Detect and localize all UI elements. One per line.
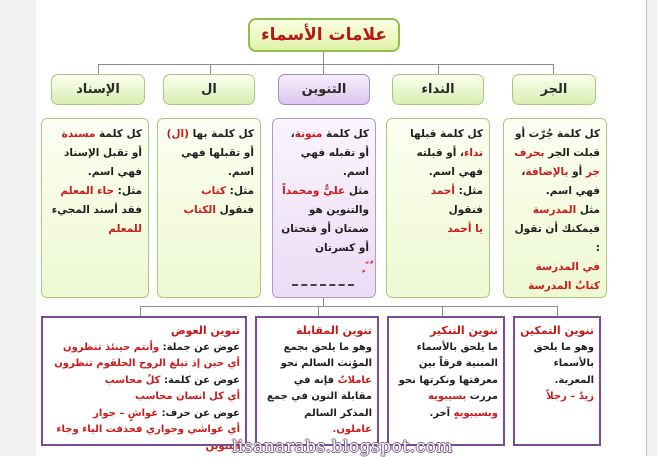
tanween.3.lines-line bbox=[48, 389, 240, 406]
signs.2.lines-line bbox=[279, 258, 369, 277]
highlight-text: منونة bbox=[294, 128, 323, 140]
highlight-text: أي حين إذ تبلغ الروح الحلقوم تنظرون bbox=[54, 358, 240, 369]
signs.4.lines-line bbox=[48, 125, 142, 182]
signs.3.lines-line bbox=[164, 125, 254, 182]
body-text: كل كلمة bbox=[322, 128, 369, 140]
tanween-type-title: تنوين التنكير bbox=[430, 324, 498, 337]
tanween.3.lines-line bbox=[48, 340, 240, 357]
body-text: وهو ما يلحق بالأسماء المعربة. bbox=[533, 341, 594, 386]
tanween.3.lines-line bbox=[48, 406, 240, 423]
body-text: عوض عن حرف: bbox=[158, 407, 240, 419]
highlight-text: للمعلم bbox=[108, 223, 142, 235]
connector-bottom-horizontal bbox=[140, 306, 558, 307]
body-text: مثل bbox=[576, 204, 600, 216]
body-text: عوض عن كلمة: bbox=[160, 374, 240, 386]
highlight-text: يا أحمد bbox=[447, 223, 483, 235]
body-text: كل كلمة بها bbox=[188, 128, 254, 140]
highlight-text: بسيبويه وبسيبويهٍ bbox=[428, 391, 498, 419]
body-text: فقد أسند المجيء bbox=[51, 204, 142, 216]
tanween-box-muqabala bbox=[255, 316, 379, 446]
signs.0.lines-line bbox=[510, 201, 600, 220]
signs.4.lines-line bbox=[48, 182, 142, 201]
connector-title-down bbox=[323, 52, 324, 64]
tanween-type-title: تنوين المقابلة bbox=[296, 324, 372, 337]
tanween-dashes bbox=[292, 284, 354, 286]
body-text: فنقول bbox=[215, 204, 254, 216]
highlight-text: نداء bbox=[464, 147, 483, 159]
signs.4.lines-line bbox=[48, 201, 142, 239]
body-text: عوض عن جملة: bbox=[159, 341, 240, 353]
signs.1.lines-line bbox=[393, 182, 483, 201]
body-text: فهي اسم. bbox=[545, 185, 600, 197]
right-frame bbox=[647, 0, 657, 456]
connector-drop-4 bbox=[210, 64, 211, 74]
tanween-type-title: تنوين التمكين bbox=[520, 324, 594, 337]
highlight-text: كلٌ محاسب bbox=[104, 374, 161, 386]
signs.0.lines-line bbox=[510, 182, 600, 201]
signs.2.lines-line bbox=[279, 201, 369, 258]
tanween.1.lines-line bbox=[394, 340, 498, 423]
signs.3.lines-line bbox=[164, 201, 254, 220]
highlight-text: كتاب bbox=[201, 185, 226, 197]
connector-tanween-down bbox=[323, 298, 324, 306]
highlight-text: أحمد bbox=[430, 185, 455, 197]
signs.2.lines-line bbox=[279, 182, 369, 201]
body-text: كل كلمة جُرّت أو قبلت الجر bbox=[514, 128, 600, 159]
body-text: ، bbox=[521, 166, 526, 178]
tanween-type-title: تنوين العوض bbox=[170, 324, 240, 337]
highlight-text: وأنتم حينئذ تنظرون bbox=[63, 341, 160, 353]
highlight-text: الكتاب bbox=[183, 204, 216, 216]
signs.1.lines-line bbox=[393, 125, 483, 182]
highlight-text: عاملون. bbox=[332, 424, 372, 435]
body-text: فإنه في مقابلة النون في جمع المذكر السالم bbox=[267, 374, 372, 419]
body-text: كل كلمة bbox=[95, 128, 142, 140]
body-text: ، أو قبلته فهي اسم. bbox=[416, 147, 483, 178]
sign-header-jar: الجر bbox=[512, 74, 596, 105]
highlight-text: بالإضافة bbox=[525, 166, 569, 178]
body-text: مثل: bbox=[454, 185, 483, 197]
connector-drop-2 bbox=[438, 64, 439, 74]
tanween.0.lines-line bbox=[520, 340, 594, 390]
highlight-text: (ال) bbox=[166, 128, 189, 140]
highlight-text: كتابُ المدرسة bbox=[528, 280, 600, 292]
sign-header-tanween: التنوين bbox=[278, 74, 370, 105]
connector-drop-5 bbox=[98, 64, 99, 74]
connector-drop-3 bbox=[323, 64, 324, 74]
highlight-text: أي كل انسان محاسب bbox=[135, 391, 240, 402]
body-text: ، أو تقبله فهي اسم. bbox=[290, 128, 369, 178]
signs.3.lines-line bbox=[164, 182, 254, 201]
tanween.0.lines-line bbox=[520, 389, 594, 406]
body-text: أو bbox=[568, 166, 586, 178]
tanween-box-tamkeen bbox=[513, 316, 601, 446]
highlight-text: عاملاتٌ bbox=[337, 374, 372, 386]
body-text: مثل: bbox=[225, 185, 254, 197]
sign-body-al bbox=[157, 118, 261, 298]
connector-drop-1 bbox=[553, 64, 554, 74]
sign-body-tanween bbox=[272, 118, 376, 298]
highlight-text: بحرف جر bbox=[514, 147, 600, 178]
watermark-url: lisanarabs.blogspot.com bbox=[232, 437, 453, 457]
highlight-text: عليٌّ ومحمداً bbox=[282, 185, 346, 197]
highlight-text: ٌ ً ٍ bbox=[361, 261, 369, 273]
body-text: أو تقبل الإسناد فهي اسم. bbox=[64, 147, 142, 178]
connector-top-horizontal bbox=[98, 64, 554, 65]
tanween-box-tankeer bbox=[387, 316, 505, 446]
highlight-text: المدرسة bbox=[532, 204, 577, 216]
body-text: مثل: bbox=[113, 185, 142, 197]
signs.0.lines-line bbox=[510, 125, 600, 182]
connector-bdrop-3 bbox=[318, 306, 319, 316]
body-text: وهو ما يلحق بجمع المؤنث السالم نحو bbox=[280, 341, 372, 369]
body-text: آخر. bbox=[429, 407, 454, 419]
body-text: والتنوين هو ضمتان أو فتحتان أو كسرتان bbox=[281, 204, 369, 254]
body-text: ما يلحق بالأسماء المبنية فرقاً بين معرفتها ونكرتها نحو مررت bbox=[398, 341, 498, 402]
body-text: فنقول bbox=[448, 204, 483, 216]
signs.1.lines-line bbox=[393, 220, 483, 239]
diagram-title: علامات الأسماء bbox=[248, 18, 400, 52]
body-text: مثل bbox=[345, 185, 369, 197]
connector-bdrop-2 bbox=[442, 306, 443, 316]
signs.0.lines-line bbox=[510, 277, 600, 296]
tanween.3.lines-line bbox=[48, 356, 240, 373]
body-text: فيمكنك أن تقول : bbox=[514, 223, 600, 254]
sign-body-jar bbox=[503, 118, 607, 298]
sign-header-nidaa: النداء bbox=[392, 74, 484, 105]
highlight-text: في المدرسة bbox=[535, 261, 600, 273]
signs.2.lines-line bbox=[279, 125, 369, 182]
highlight-text: جاء المعلم bbox=[60, 185, 114, 197]
signs.0.lines-line bbox=[510, 258, 600, 277]
tanween.3.lines-line bbox=[48, 422, 240, 455]
highlight-text: زيدٌ – رجلاً bbox=[546, 391, 594, 402]
body-text: أو تقبلها فهي اسم. bbox=[181, 147, 254, 178]
connector-bdrop-1 bbox=[557, 306, 558, 316]
tanween-box-iwad bbox=[41, 316, 247, 452]
highlight-text: غواشٍ – جوار bbox=[93, 407, 159, 419]
sign-body-isnad bbox=[41, 118, 149, 298]
sign-body-nidaa bbox=[386, 118, 490, 298]
sign-header-al: ال bbox=[163, 74, 255, 105]
sign-header-isnad: الإسناد bbox=[51, 74, 145, 105]
signs.0.lines-line bbox=[510, 220, 600, 258]
connector-bdrop-4 bbox=[140, 306, 141, 316]
highlight-text: مسندة bbox=[61, 128, 96, 140]
signs.1.lines-line bbox=[393, 201, 483, 220]
tanween.2.lines-line bbox=[262, 340, 372, 439]
body-text: كل كلمة قبلها bbox=[410, 128, 483, 140]
tanween.3.lines-line bbox=[48, 373, 240, 390]
left-frame bbox=[0, 0, 36, 456]
highlight-text: أي غواشي وجواري فحذفت الياء وجاء التنوين bbox=[56, 424, 240, 452]
